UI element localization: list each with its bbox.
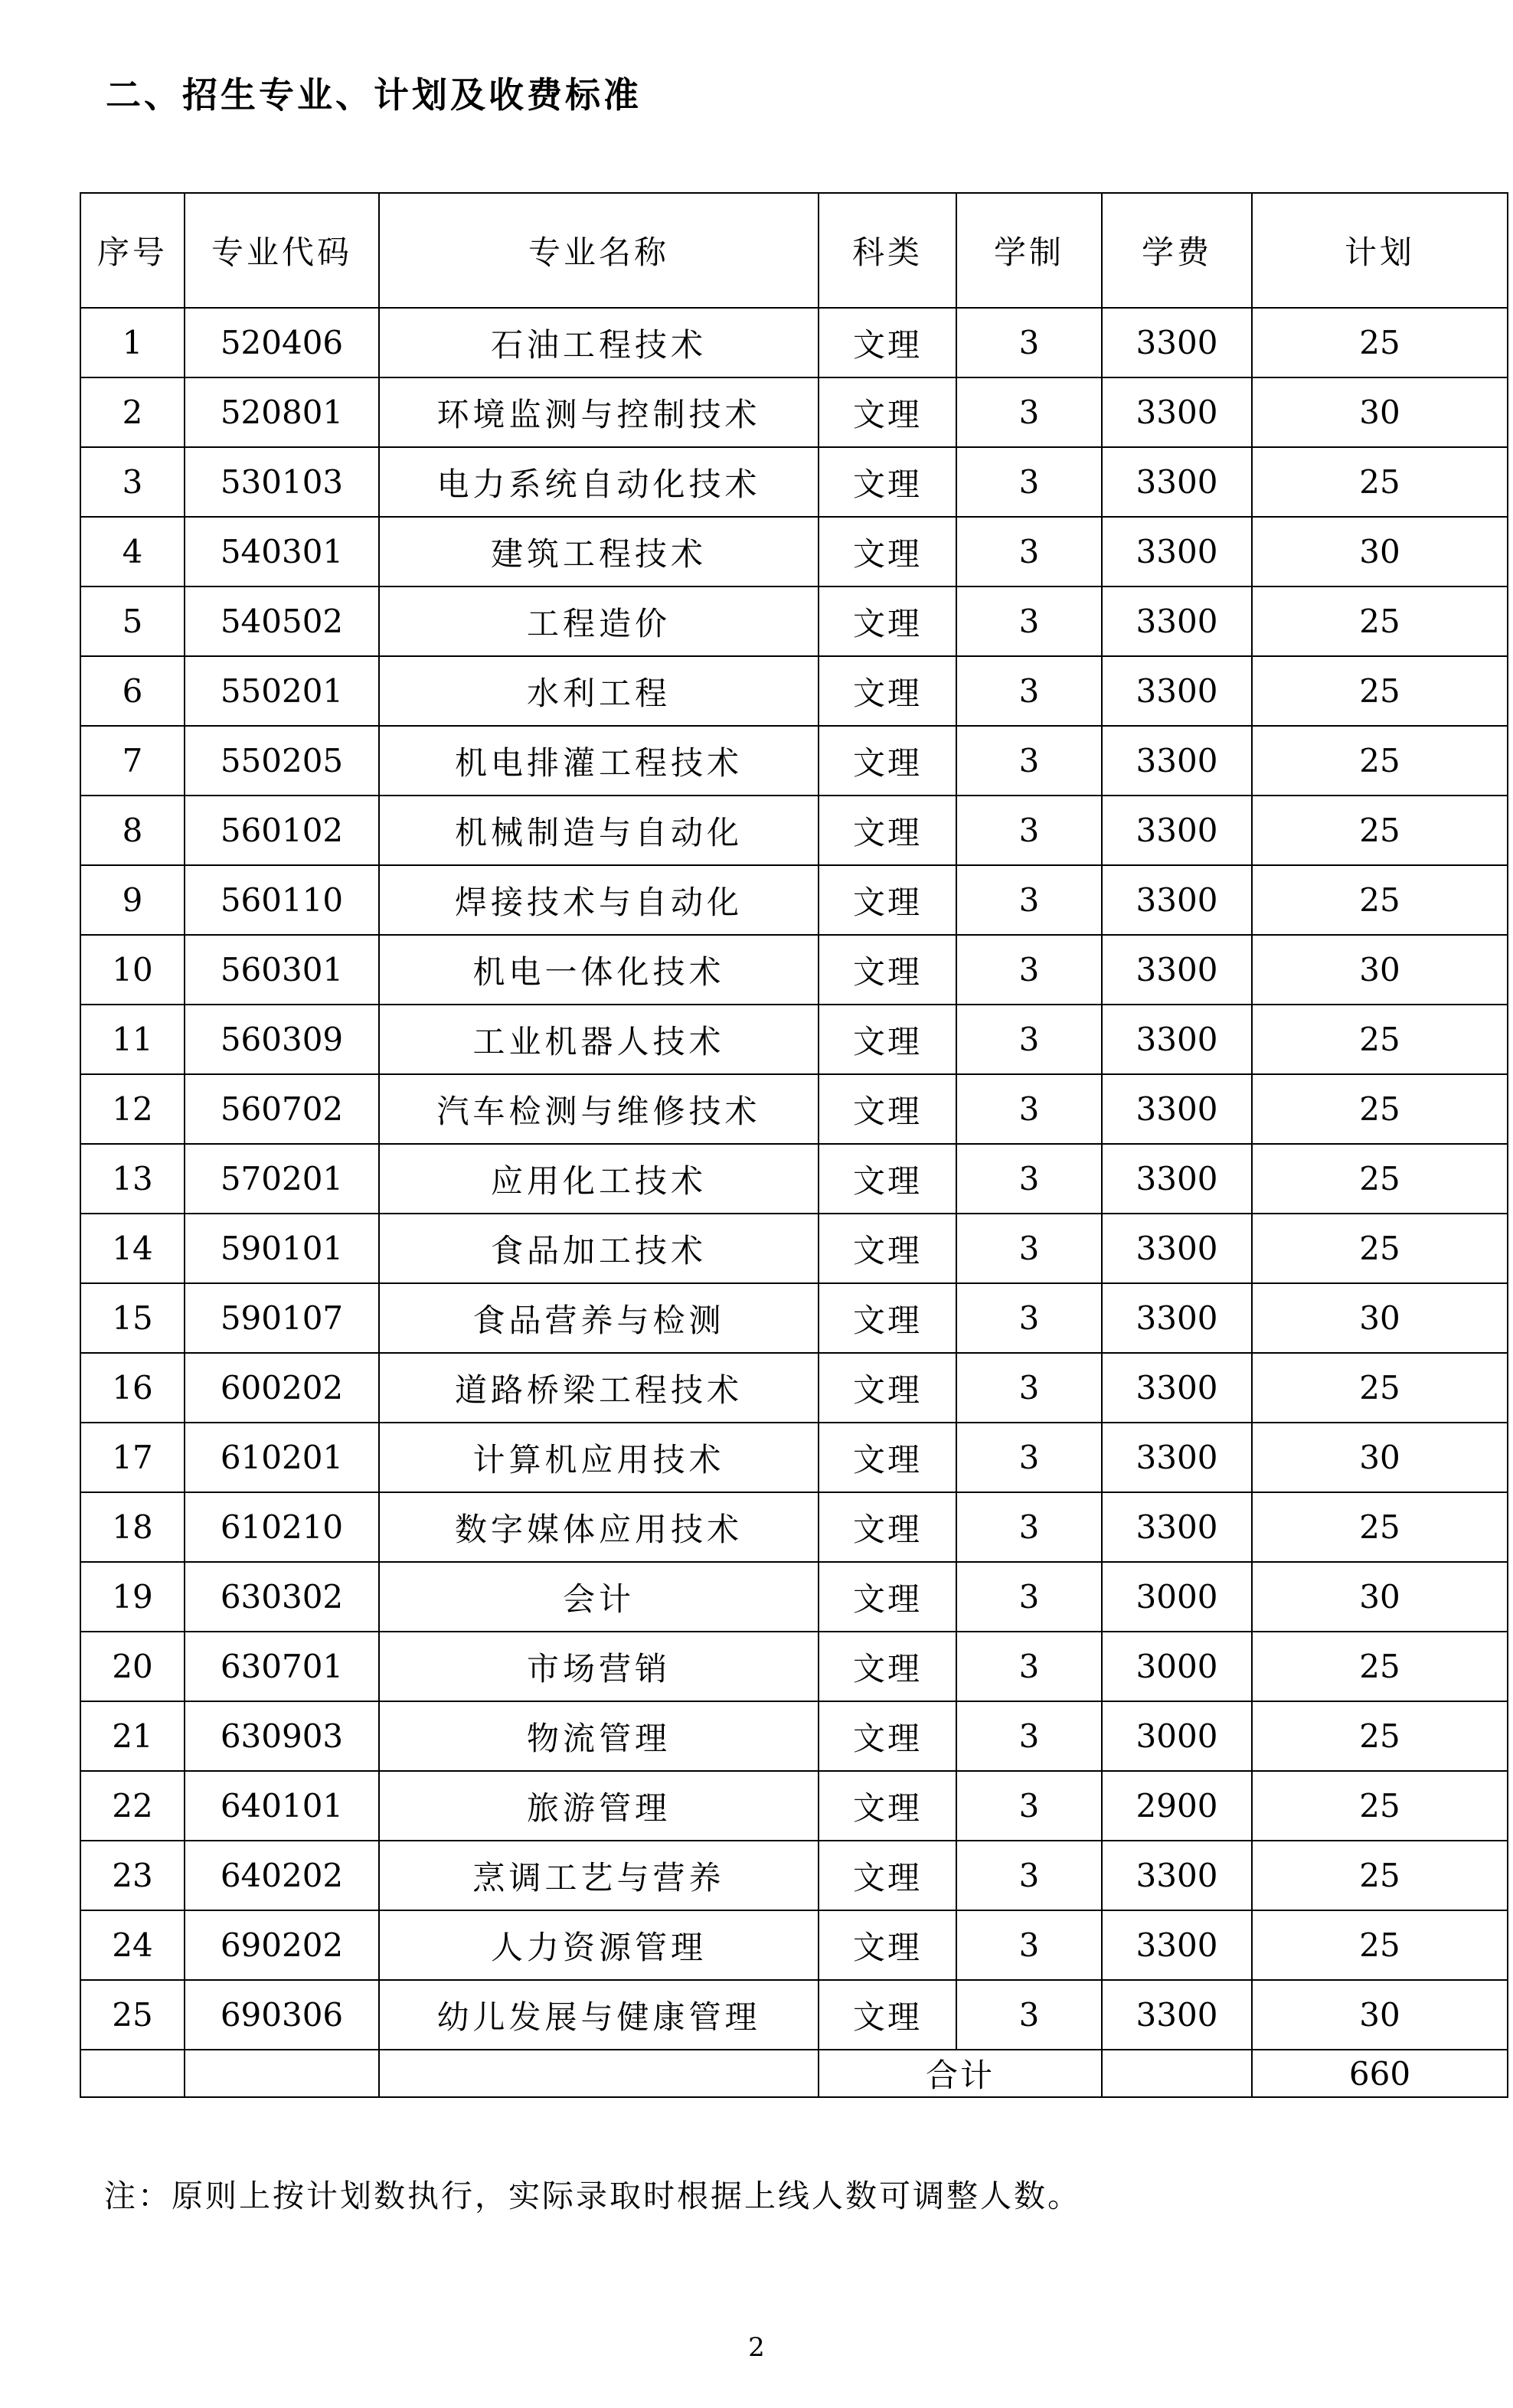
cell-duration: 3 <box>956 1353 1102 1423</box>
cell-duration: 3 <box>956 1771 1102 1841</box>
cell-plan: 25 <box>1252 1074 1508 1144</box>
cell-code: 690306 <box>185 1980 379 2050</box>
table-row <box>80 447 1508 517</box>
cell-code: 520801 <box>185 377 379 447</box>
cell-duration: 3 <box>956 796 1102 865</box>
table-row <box>80 308 1508 377</box>
table-row <box>80 377 1508 447</box>
cell-duration: 3 <box>956 656 1102 726</box>
cell-plan: 25 <box>1252 865 1508 935</box>
cell-plan: 30 <box>1252 1283 1508 1353</box>
cell-category: 文理 <box>819 1214 956 1283</box>
cell-duration: 3 <box>956 1283 1102 1353</box>
cell-category: 文理 <box>819 1074 956 1144</box>
cell-tuition: 3300 <box>1102 656 1252 726</box>
cell-category: 文理 <box>819 377 956 447</box>
table-row <box>80 935 1508 1005</box>
cell-plan: 30 <box>1252 1980 1508 2050</box>
cell-major-name: 食品营养与检测 <box>379 1283 819 1353</box>
cell-category: 文理 <box>819 865 956 935</box>
cell-index: 19 <box>80 1562 185 1632</box>
table-row <box>80 656 1508 726</box>
header-plan: 计划 <box>1252 193 1508 308</box>
cell-category: 文理 <box>819 308 956 377</box>
cell-duration: 3 <box>956 1562 1102 1632</box>
cell-tuition: 2900 <box>1102 1771 1252 1841</box>
cell-major-name: 电力系统自动化技术 <box>379 447 819 517</box>
cell-plan: 25 <box>1252 1353 1508 1423</box>
cell-major-name: 旅游管理 <box>379 1771 819 1841</box>
cell-tuition: 3300 <box>1102 1980 1252 2050</box>
header-name: 专业名称 <box>379 193 819 308</box>
cell-category: 文理 <box>819 586 956 656</box>
cell-index: 11 <box>80 1005 185 1074</box>
cell-category: 文理 <box>819 1353 956 1423</box>
cell-tuition: 3300 <box>1102 1423 1252 1492</box>
cell-major-name: 道路桥梁工程技术 <box>379 1353 819 1423</box>
table-row <box>80 1771 1508 1841</box>
table-row <box>80 1562 1508 1632</box>
cell-major-name: 工程造价 <box>379 586 819 656</box>
cell-duration: 3 <box>956 1144 1102 1214</box>
cell-code: 590101 <box>185 1214 379 1283</box>
cell-category: 文理 <box>819 517 956 586</box>
cell-major-name: 焊接技术与自动化 <box>379 865 819 935</box>
table-row <box>80 1283 1508 1353</box>
cell-tuition: 3300 <box>1102 1005 1252 1074</box>
cell-major-name: 应用化工技术 <box>379 1144 819 1214</box>
table-row <box>80 1492 1508 1562</box>
cell-code: 630701 <box>185 1632 379 1701</box>
table-row <box>80 1910 1508 1980</box>
cell-major-name: 数字媒体应用技术 <box>379 1492 819 1562</box>
cell-plan: 30 <box>1252 935 1508 1005</box>
cell-tuition: 3300 <box>1102 1283 1252 1353</box>
cell-code: 560309 <box>185 1005 379 1074</box>
cell-tuition: 3300 <box>1102 865 1252 935</box>
cell-tuition: 3300 <box>1102 517 1252 586</box>
cell-major-name: 石油工程技术 <box>379 308 819 377</box>
cell-index: 3 <box>80 447 185 517</box>
cell-duration: 3 <box>956 726 1102 796</box>
cell-code: 690202 <box>185 1910 379 1980</box>
cell-duration: 3 <box>956 935 1102 1005</box>
cell-major-name: 环境监测与控制技术 <box>379 377 819 447</box>
cell-index: 4 <box>80 517 185 586</box>
header-tuition: 学费 <box>1102 193 1252 308</box>
table-row <box>80 1423 1508 1492</box>
cell-duration: 3 <box>956 1005 1102 1074</box>
cell-duration: 3 <box>956 1910 1102 1980</box>
cell-index: 5 <box>80 586 185 656</box>
total-empty-cell <box>379 2050 819 2097</box>
cell-category: 文理 <box>819 726 956 796</box>
cell-plan: 25 <box>1252 1910 1508 1980</box>
cell-major-name: 物流管理 <box>379 1701 819 1771</box>
cell-index: 12 <box>80 1074 185 1144</box>
cell-major-name: 机械制造与自动化 <box>379 796 819 865</box>
cell-code: 610201 <box>185 1423 379 1492</box>
cell-major-name: 机电一体化技术 <box>379 935 819 1005</box>
section-heading: 二、招生专业、计划及收费标准 <box>106 74 642 116</box>
cell-code: 560301 <box>185 935 379 1005</box>
cell-code: 540502 <box>185 586 379 656</box>
cell-tuition: 3300 <box>1102 935 1252 1005</box>
cell-plan: 30 <box>1252 517 1508 586</box>
cell-category: 文理 <box>819 1980 956 2050</box>
cell-tuition: 3300 <box>1102 377 1252 447</box>
cell-plan: 25 <box>1252 726 1508 796</box>
table-row <box>80 1632 1508 1701</box>
header-code: 专业代码 <box>185 193 379 308</box>
cell-category: 文理 <box>819 1701 956 1771</box>
total-value: 660 <box>1252 2050 1508 2097</box>
cell-plan: 25 <box>1252 1632 1508 1701</box>
cell-category: 文理 <box>819 1005 956 1074</box>
cell-index: 9 <box>80 865 185 935</box>
cell-category: 文理 <box>819 1910 956 1980</box>
cell-index: 13 <box>80 1144 185 1214</box>
cell-plan: 25 <box>1252 1005 1508 1074</box>
cell-code: 550205 <box>185 726 379 796</box>
page-number: 2 <box>748 2332 765 2363</box>
table-row <box>80 726 1508 796</box>
cell-tuition: 3300 <box>1102 1910 1252 1980</box>
cell-code: 610210 <box>185 1492 379 1562</box>
cell-major-name: 会计 <box>379 1562 819 1632</box>
cell-tuition: 3300 <box>1102 726 1252 796</box>
cell-index: 20 <box>80 1632 185 1701</box>
cell-major-name: 市场营销 <box>379 1632 819 1701</box>
cell-category: 文理 <box>819 1632 956 1701</box>
table-row <box>80 1005 1508 1074</box>
table-body <box>80 308 1508 2050</box>
cell-major-name: 幼儿发展与健康管理 <box>379 1980 819 2050</box>
table-row <box>80 1074 1508 1144</box>
table-row <box>80 1353 1508 1423</box>
cell-index: 10 <box>80 935 185 1005</box>
cell-plan: 25 <box>1252 447 1508 517</box>
cell-plan: 25 <box>1252 656 1508 726</box>
cell-major-name: 计算机应用技术 <box>379 1423 819 1492</box>
table-header-row <box>80 193 1508 308</box>
cell-tuition: 3000 <box>1102 1632 1252 1701</box>
cell-index: 18 <box>80 1492 185 1562</box>
cell-plan: 30 <box>1252 1562 1508 1632</box>
cell-plan: 25 <box>1252 796 1508 865</box>
footnote: 注：原则上按计划数执行，实际录取时根据上线人数可调整人数。 <box>104 2178 1081 2214</box>
header-category: 科类 <box>819 193 956 308</box>
cell-duration: 3 <box>956 1841 1102 1910</box>
cell-duration: 3 <box>956 1214 1102 1283</box>
cell-category: 文理 <box>819 1423 956 1492</box>
cell-code: 560702 <box>185 1074 379 1144</box>
cell-duration: 3 <box>956 1980 1102 2050</box>
cell-category: 文理 <box>819 1283 956 1353</box>
cell-tuition: 3000 <box>1102 1562 1252 1632</box>
cell-code: 640101 <box>185 1771 379 1841</box>
cell-duration: 3 <box>956 377 1102 447</box>
table-row <box>80 1144 1508 1214</box>
cell-category: 文理 <box>819 935 956 1005</box>
cell-index: 23 <box>80 1841 185 1910</box>
cell-duration: 3 <box>956 447 1102 517</box>
cell-plan: 30 <box>1252 377 1508 447</box>
cell-code: 550201 <box>185 656 379 726</box>
cell-index: 8 <box>80 796 185 865</box>
cell-tuition: 3300 <box>1102 1074 1252 1144</box>
cell-index: 2 <box>80 377 185 447</box>
cell-code: 530103 <box>185 447 379 517</box>
total-row <box>80 2050 1508 2097</box>
cell-major-name: 汽车检测与维修技术 <box>379 1074 819 1144</box>
cell-code: 560110 <box>185 865 379 935</box>
cell-index: 6 <box>80 656 185 726</box>
table-row <box>80 1214 1508 1283</box>
cell-tuition: 3300 <box>1102 308 1252 377</box>
cell-code: 520406 <box>185 308 379 377</box>
cell-major-name: 建筑工程技术 <box>379 517 819 586</box>
cell-code: 600202 <box>185 1353 379 1423</box>
total-empty-cell <box>1102 2050 1252 2097</box>
cell-category: 文理 <box>819 656 956 726</box>
cell-tuition: 3300 <box>1102 1144 1252 1214</box>
cell-duration: 3 <box>956 517 1102 586</box>
cell-major-name: 烹调工艺与营养 <box>379 1841 819 1910</box>
cell-plan: 25 <box>1252 1492 1508 1562</box>
cell-index: 16 <box>80 1353 185 1423</box>
cell-duration: 3 <box>956 1701 1102 1771</box>
cell-index: 25 <box>80 1980 185 2050</box>
cell-plan: 25 <box>1252 586 1508 656</box>
cell-code: 640202 <box>185 1841 379 1910</box>
total-label: 合计 <box>819 2050 1102 2097</box>
cell-plan: 25 <box>1252 1701 1508 1771</box>
cell-major-name: 食品加工技术 <box>379 1214 819 1283</box>
cell-plan: 25 <box>1252 308 1508 377</box>
cell-index: 21 <box>80 1701 185 1771</box>
cell-index: 15 <box>80 1283 185 1353</box>
cell-index: 7 <box>80 726 185 796</box>
header-index: 序号 <box>80 193 185 308</box>
table-row <box>80 865 1508 935</box>
cell-code: 630903 <box>185 1701 379 1771</box>
cell-category: 文理 <box>819 1492 956 1562</box>
cell-duration: 3 <box>956 1074 1102 1144</box>
cell-category: 文理 <box>819 1562 956 1632</box>
cell-duration: 3 <box>956 865 1102 935</box>
cell-index: 22 <box>80 1771 185 1841</box>
cell-tuition: 3300 <box>1102 586 1252 656</box>
cell-tuition: 3300 <box>1102 1353 1252 1423</box>
cell-duration: 3 <box>956 1492 1102 1562</box>
cell-plan: 25 <box>1252 1841 1508 1910</box>
cell-plan: 25 <box>1252 1771 1508 1841</box>
cell-index: 1 <box>80 308 185 377</box>
cell-major-name: 水利工程 <box>379 656 819 726</box>
total-empty-cell <box>185 2050 379 2097</box>
cell-plan: 25 <box>1252 1144 1508 1214</box>
cell-category: 文理 <box>819 447 956 517</box>
cell-tuition: 3300 <box>1102 1841 1252 1910</box>
cell-duration: 3 <box>956 1632 1102 1701</box>
cell-major-name: 工业机器人技术 <box>379 1005 819 1074</box>
header-duration: 学制 <box>956 193 1102 308</box>
cell-major-name: 机电排灌工程技术 <box>379 726 819 796</box>
cell-code: 540301 <box>185 517 379 586</box>
table-row <box>80 517 1508 586</box>
table-row <box>80 1701 1508 1771</box>
enrollment-plan-table <box>80 192 1508 2098</box>
cell-tuition: 3300 <box>1102 796 1252 865</box>
cell-duration: 3 <box>956 308 1102 377</box>
cell-code: 630302 <box>185 1562 379 1632</box>
cell-code: 590107 <box>185 1283 379 1353</box>
cell-category: 文理 <box>819 796 956 865</box>
cell-code: 560102 <box>185 796 379 865</box>
cell-tuition: 3300 <box>1102 1214 1252 1283</box>
cell-duration: 3 <box>956 1423 1102 1492</box>
cell-code: 570201 <box>185 1144 379 1214</box>
cell-index: 14 <box>80 1214 185 1283</box>
table-row <box>80 1980 1508 2050</box>
total-empty-cell <box>80 2050 185 2097</box>
cell-index: 24 <box>80 1910 185 1980</box>
cell-category: 文理 <box>819 1144 956 1214</box>
cell-index: 17 <box>80 1423 185 1492</box>
cell-major-name: 人力资源管理 <box>379 1910 819 1980</box>
cell-tuition: 3000 <box>1102 1701 1252 1771</box>
table-row <box>80 1841 1508 1910</box>
cell-plan: 30 <box>1252 1423 1508 1492</box>
cell-duration: 3 <box>956 586 1102 656</box>
cell-plan: 25 <box>1252 1214 1508 1283</box>
table-row <box>80 796 1508 865</box>
table-row <box>80 586 1508 656</box>
cell-tuition: 3300 <box>1102 447 1252 517</box>
cell-category: 文理 <box>819 1841 956 1910</box>
cell-category: 文理 <box>819 1771 956 1841</box>
cell-tuition: 3300 <box>1102 1492 1252 1562</box>
